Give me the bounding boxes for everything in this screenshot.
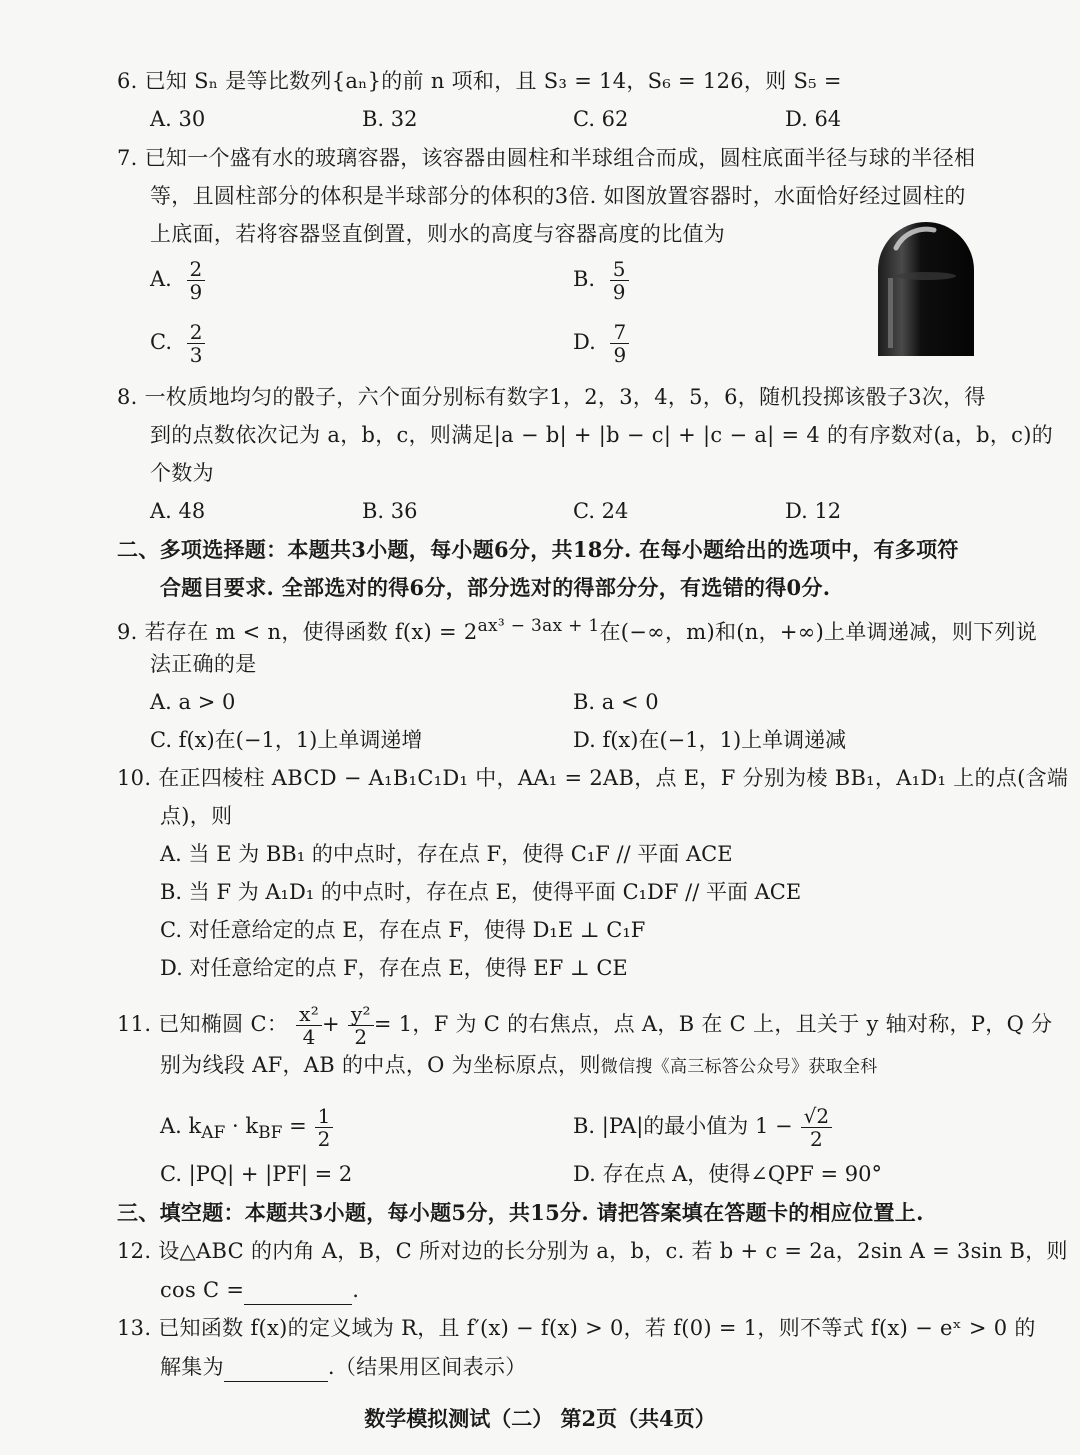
q11-option-b: B. |PA|的最小值为 1 − $\frac{√2}{2}$ — [573, 1105, 832, 1150]
question-6-stem: 6. 已知 Sₙ 是等比数列{aₙ}的前 n 项和，且 S₃ = 14，S₆ = 126，则 S₅ = — [117, 69, 842, 93]
q6-option-b: B. 32 — [362, 107, 418, 131]
q9-option-b: B. a < 0 — [573, 690, 659, 714]
q6-option-c: C. 62 — [573, 107, 629, 131]
question-12-line-1: 12. 设△ABC 的内角 A，B，C 所对边的长分别为 a，b，c. 若 b + c = 2a，2sin A = 3sin B，则 — [117, 1239, 1068, 1263]
q8-option-d: D. 12 — [785, 499, 842, 523]
q7-option-b: B. $\frac{5}{9}$ — [573, 258, 629, 303]
question-9-line-2: 法正确的是 — [150, 652, 257, 676]
question-8-line-3: 个数为 — [150, 461, 214, 485]
page-footer: 数学模拟测试（二） 第2页（共4页） — [364, 1406, 716, 1431]
question-11-line-1: 11. 已知椭圆 C： $\frac{\text{x²}}{4}$ + $\frac{\text{y²}}{2}$ = 1，F 为 C 的右焦点，点 A，B 在 C 上，且关于 y 轴对称，P，Q 分 — [117, 1002, 1053, 1049]
q11-option-a: A. $k_{AF} \cdot k_{BF}$ = $\frac{1}{2}$ — [160, 1105, 333, 1150]
q7-option-d: D. $\frac{7}{9}$ — [573, 321, 629, 366]
q7-option-a: A. $\frac{2}{9}$ — [150, 258, 205, 303]
question-8-line-2: 到的点数依次记为 a，b，c，则满足|a − b| + |b − c| + |c − a| = 4 的有序数对(a，b，c)的 — [150, 423, 1054, 447]
q12-answer-blank — [244, 1274, 352, 1305]
q8-option-a: A. 48 — [150, 499, 206, 523]
q10-option-a: A. 当 E 为 BB₁ 的中点时，存在点 F，使得 C₁F // 平面 ACE — [160, 842, 733, 866]
section-3-heading: 三、填空题：本题共3小题，每小题5分，共15分. 请把答案填在答题卡的相应位置上. — [117, 1200, 924, 1225]
q9-exponent: ax³ − 3ax + 1 — [477, 616, 600, 636]
q9-option-d: D. f(x)在(−1，1)上单调递减 — [573, 728, 847, 752]
question-11-line-2: 别为线段 AF，AB 的中点，O 为坐标原点，则微信搜《高三标答公众号》获取全科 — [160, 1053, 878, 1077]
question-10-line-1: 10. 在正四棱柱 ABCD − A₁B₁C₁D₁ 中，AA₁ = 2AB，点 E，F 分别为棱 BB₁，A₁D₁ 上的点(含端 — [117, 766, 1069, 790]
q11-option-c: C. |PQ| + |PF| = 2 — [160, 1162, 353, 1186]
question-7-line-2: 等，且圆柱部分的体积是半球部分的体积的3倍. 如图放置容器时，水面恰好经过圆柱的 — [150, 184, 966, 208]
q7-option-b-fraction: $\frac{5}{9}$ — [610, 258, 629, 303]
question-10-line-2: 点)，则 — [160, 804, 233, 828]
q10-option-c: C. 对任意给定的点 E，存在点 F，使得 D₁E ⊥ C₁F — [160, 918, 646, 942]
watermark-text: 微信搜《高三标答公众号》获取全科 — [600, 1057, 878, 1077]
q8-option-b: B. 36 — [362, 499, 418, 523]
q11-option-d: D. 存在点 A，使得∠QPF = 90° — [573, 1162, 882, 1186]
q11-option-a-fraction: $\frac{1}{2}$ — [315, 1105, 334, 1150]
q7-option-c: C. $\frac{2}{3}$ — [150, 321, 205, 366]
question-7-line-3: 上底面，若将容器竖直倒置，则水的高度与容器高度的比值为 — [150, 222, 726, 246]
q7-option-d-fraction: $\frac{7}{9}$ — [610, 321, 629, 366]
q9-option-c: C. f(x)在(−1，1)上单调递增 — [150, 728, 423, 752]
ellipse-x-term: $\frac{\text{x²}}{4}$ — [296, 1003, 322, 1048]
q7-option-a-fraction: $\frac{2}{9}$ — [187, 258, 206, 303]
ellipse-y-term: $\frac{\text{y²}}{2}$ — [348, 1003, 374, 1048]
q13-answer-blank — [224, 1351, 328, 1382]
q10-option-b: B. 当 F 为 A₁D₁ 的中点时，存在点 E，使得平面 C₁DF // 平面 ACE — [160, 880, 802, 904]
q6-option-d: D. 64 — [785, 107, 842, 131]
q9-option-a: A. a > 0 — [150, 690, 236, 714]
question-13-line-1: 13. 已知函数 f(x)的定义域为 R，且 f′(x) − f(x) > 0，若 f(0) = 1，则不等式 f(x) − eˣ > 0 的 — [117, 1316, 1036, 1340]
q11-option-b-fraction: $\frac{√2}{2}$ — [801, 1105, 832, 1150]
q10-option-d: D. 对任意给定的点 F，存在点 E，使得 EF ⊥ CE — [160, 956, 628, 980]
section-2-heading: 二、多项选择题：本题共3小题，每小题6分，共18分. 在每小题给出的选项中，有多项符 — [117, 537, 959, 562]
question-9-line-1: 9. 若存在 m < n，使得函数 $f(x) = 2^{ax^3 - 3ax + 1}$在(−∞，m)和(n，+∞)上单调递减，则下列说 — [117, 616, 1038, 644]
glass-container-figure — [874, 218, 978, 360]
q6-option-a: A. 30 — [150, 107, 206, 131]
question-8-line-1: 8. 一枚质地均匀的骰子，六个面分别标有数字1，2，3，4，5，6，随机投掷该骰子3次，得 — [117, 385, 986, 409]
q8-option-c: C. 24 — [573, 499, 629, 523]
q7-option-c-fraction: $\frac{2}{3}$ — [187, 321, 206, 366]
section-2-heading-cont: 合题目要求. 全部选对的得6分，部分选对的得部分分，有选错的得0分. — [160, 575, 831, 600]
question-13-line-2: 解集为 .（结果用区间表示） — [160, 1351, 527, 1382]
question-12-line-2: cos C = . — [160, 1274, 359, 1305]
question-7-line-1: 7. 已知一个盛有水的玻璃容器，该容器由圆柱和半球组合而成，圆柱底面半径与球的半径相 — [117, 146, 976, 170]
